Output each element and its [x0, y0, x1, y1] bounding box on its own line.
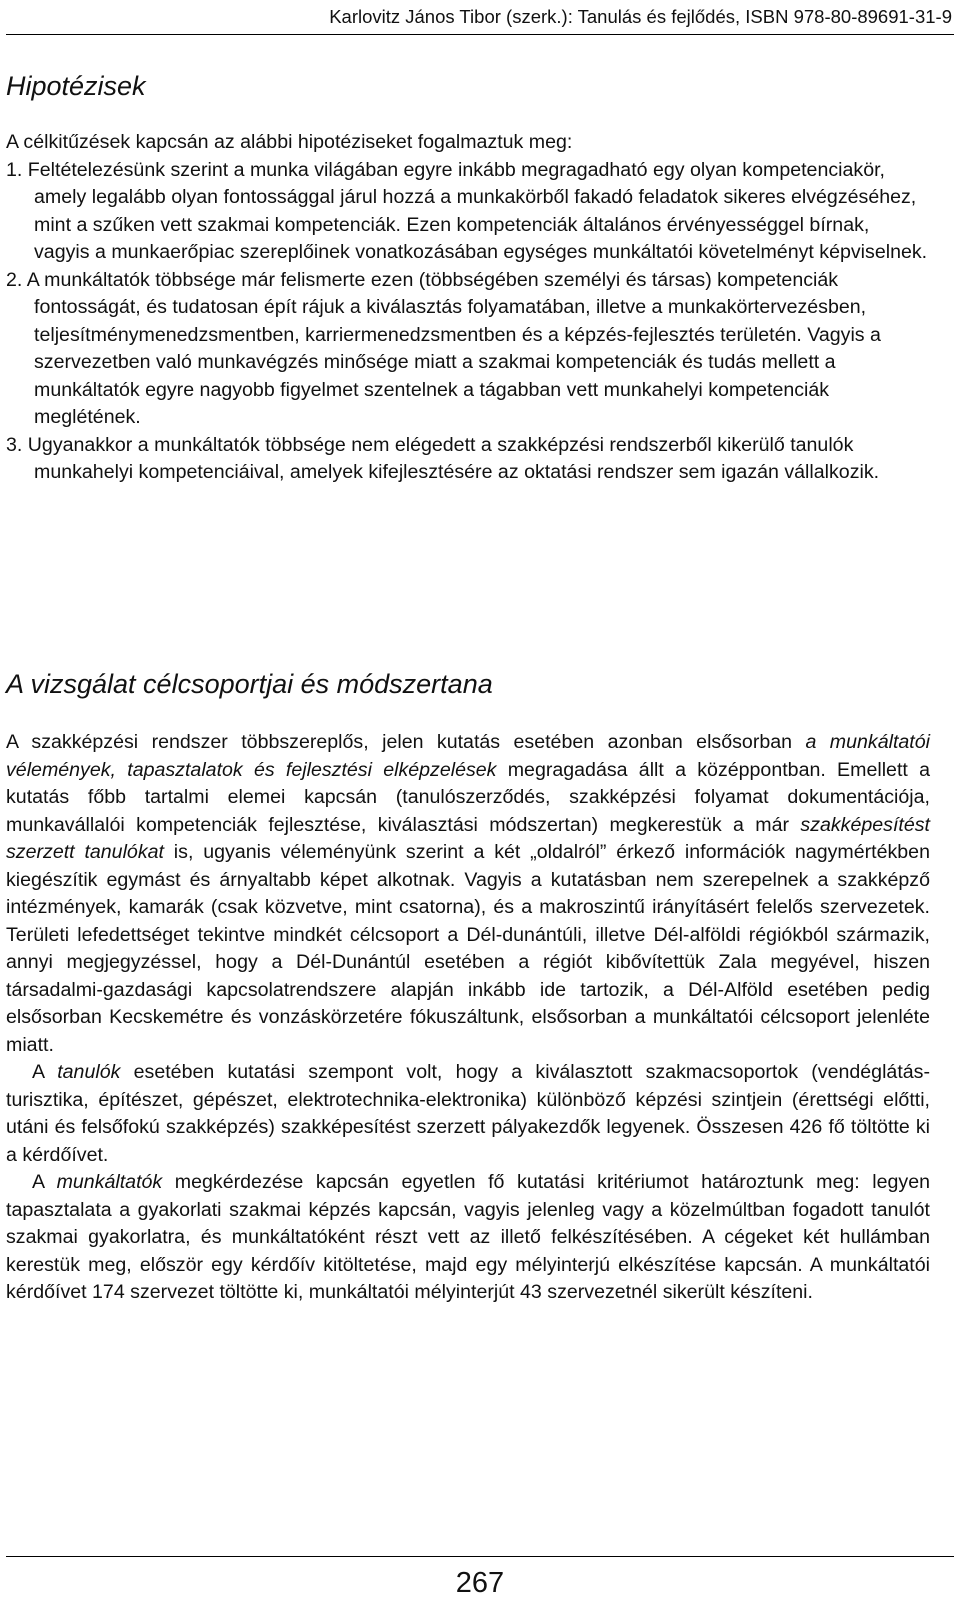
hypothesis-item-3: 3. Ugyanakkor a munkáltatók többsége nem elégedett a szakképzési rendszerből kikerülő tanulók munkahelyi kompetenciáival, amelyek kifejlesztésére az oktatási rendszer sem igazán vállalkozik. [6, 433, 880, 483]
hypothesis-item-1: 1. Feltételezésünk szerint a munka világában egyre inkább megragadható egy olyan kompetenciakör, amely legalább olyan fontossággal járul hozzá a munkakörből fakadó feladatok sikeres elvégzéséhez, mint a szűken vett szakmai kompetenciák. Ezen kompetenciák általános érvényességgel bírnak, vagyis a munkaerőpiac szereplőinek vonatkozásában egységes munkáltatói követelményt képviselnek. [6, 158, 928, 263]
hypotheses-body [6, 129, 930, 487]
method-p3-text-1: A [32, 1171, 57, 1193]
page-number: 267 [455, 1567, 505, 1599]
footer-divider [6, 1556, 954, 1557]
method-p1-emphasis-1: a munkáltatói vélemények, tapasztalatok és fejlesztési elképzelések [6, 731, 930, 781]
method-paragraph-1 [6, 729, 930, 1059]
method-paragraph-3 [6, 1169, 930, 1307]
method-p3-emphasis-1: munkáltatók [56, 1171, 163, 1193]
method-p1-text-3: is, ugyanis véleményünk szerint a két „oldalról” érkező információk nagymértékben kiegészítik egymást és árnyaltabb képet alkotnak. Vagyis a kutatásban nem szerepelnek a szakképző intézmények, kamarák (csak közvetve, mint csatorna), és a makroszintű irányításért felelős szervezetek. Területi lefedettséget tekintve mindkét célcsoport a Dél-dunántúli, illetve Dél-alföldi régiókból származik, annyi megjegyzéssel, hogy a Dél-Dunántúl esetében a régiót kibővítettük Zala megyével, hiszen társadalmi-gazdasági kapcsolatrendszere alapján inkább ide tartozik, a Dél-Alföld esetében pedig elsősorban Kecskemétre és vonzáskörzetére fókuszáltunk, elsősorban a munkáltatói célcsoport jelenléte miatt. [6, 841, 930, 1056]
method-p2-emphasis-1: tanulók [57, 1061, 121, 1083]
method-p3-text-2: megkérdezése kapcsán egyetlen fő kutatási kritériumot határoztunk meg: legyen tapasztalata a gyakorlati szakmai képzés kapcsán, vagyis jelenleg vagy a közelmúltban fogadott tanulót szakmai gyakorlatra, és munkáltatóként részt vett az illető felkészítésében. A cégeket két hullámban kerestük meg, először egy kérdőív kitöltetése, majd egy mélyinterjú elkészítése kapcsán. A munkáltatói kérdőívet 174 szervezet töltötte ki, munkáltatói mélyinterjút 43 szervezetnél sikerült készíteni. [6, 1171, 931, 1303]
hypothesis-item-2: 2. A munkáltatók többsége már felismerte ezen (többségében személyi és társas) kompetenciák fontosságát, és tudatosan épít rájuk a kiválasztás folyamatában, illetve a munkakörtervezésben, teljesítménymenedzsmentben, karriermenedzsmentben és a képzés-fejlesztés területén. Vagyis a szervezetben való munkavégzés minősége miatt a szakmai kompetenciák és tudás mellett a munkáltatók egyre nagyobb figyelmet szentelnek a tágabban vett munkahelyi kompetenciák meglétének. [6, 268, 881, 428]
header-divider [6, 34, 954, 35]
method-p1-text-1: A szakképzési rendszer többszereplős, jelen kutatás esetében azonban elsősorban [6, 731, 806, 753]
method-paragraph-2 [6, 1059, 930, 1169]
method-p2-text-1: A [32, 1061, 58, 1083]
method-body [6, 729, 930, 1307]
hypotheses-intro: A célkitűzések kapcsán az alábbi hipotéziseket fogalmaztuk meg: [6, 131, 573, 153]
method-p1-text-2: megragadása állt a középpontban. Emellett a kutatás főbb tartalmi elemei kapcsán (tanulószerződés, szakképzési folyamat dokumentációja, munkavállalói kompetenciák fejlesztése, kiválasztási módszertan) megkerestük a már [6, 758, 930, 836]
section-heading-hypotheses: Hipotézisek [6, 71, 146, 101]
running-header: Karlovitz János Tibor (szerk.): Tanulás és fejlődés, ISBN 978-80-89691-31-9 [329, 6, 952, 27]
method-p1-emphasis-2: szakképesítést szerzett tanulókat [6, 813, 930, 863]
method-p2-text-2: esetében kutatási szempont volt, hogy a kiválasztott szakmacsoportok (vendéglátás-turisztika, építészet, gépészet, elektrotechnika-elektronika) különböző képzési szintjein (érettségi előtti, utáni és felsőfokú szakképzés) szakképesítést szerzett pályakezdők legyenek. Összesen 426 fő töltötte ki a kérdőívet. [6, 1061, 930, 1166]
section-heading-method: A vizsgálat célcsoportjai és módszertana [6, 669, 493, 699]
